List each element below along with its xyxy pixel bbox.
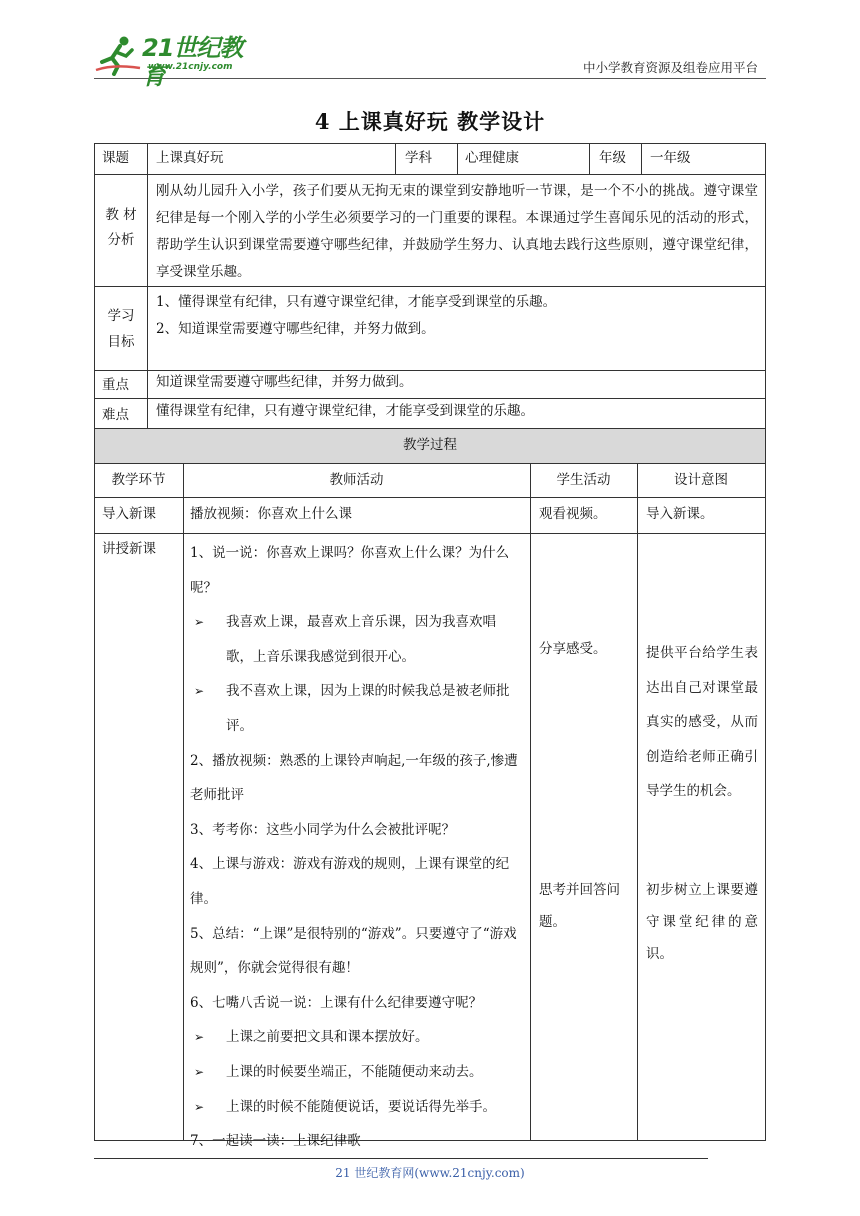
intro-student: 观看视频。	[539, 506, 607, 522]
goals-label-line2: 目标	[107, 334, 135, 350]
teaching-process-table	[94, 428, 766, 1150]
teacher-bullet-item	[190, 1055, 522, 1090]
header-stage: 教学环节	[111, 472, 166, 488]
document-title: 4 上课真好玩 教学设计	[314, 109, 546, 134]
topic-value: 上课真好玩	[156, 150, 224, 166]
teach-student-1: 分享感受。	[539, 641, 607, 657]
lesson-info-table	[94, 143, 766, 428]
grade-label: 年级	[599, 150, 626, 166]
page-header	[94, 30, 766, 90]
subject-label: 学科	[405, 150, 432, 166]
analysis-label	[98, 203, 144, 253]
teacher-step: 5、总结：“上课”是很特别的“游戏”。只要遵守了“游戏规则”，你就会觉得很有趣！	[190, 925, 517, 977]
teach-student-2: 思考并回答问题。	[539, 882, 620, 930]
analysis-label-line2: 分析	[107, 232, 135, 248]
teacher-step: 6、七嘴八舌说一说：上课有什么纪律要遵守呢？	[190, 994, 483, 1011]
intro-stage: 导入新课	[102, 506, 156, 522]
logo-url: www.21cnjy.com	[148, 62, 233, 72]
topic-label: 课题	[102, 150, 129, 166]
teacher-step: 1、说一说：你喜欢上课吗？你喜欢上什么课？为什么呢？	[190, 545, 510, 596]
teach-intent-1: 提供平台给学生表达出自己对课堂最真实的感受，从而创造给老师正确引导学生的机会。	[646, 645, 758, 800]
arrow-bullet-icon: ➢	[194, 1064, 205, 1079]
arrow-bullet-icon: ➢	[194, 1030, 205, 1045]
runner-logo-icon	[94, 34, 142, 76]
teacher-bullet-text: 我喜欢上课，最喜欢上音乐课，因为我喜欢唱歌，上音乐课我感觉到很开心。	[226, 614, 496, 665]
teacher-step: 2、播放视频：熟悉的上课铃声响起,一年级的孩子,惨遭老师批评	[190, 752, 518, 804]
header-intent: 设计意图	[674, 472, 728, 488]
site-logo	[94, 34, 264, 90]
key-point-label: 重点	[102, 377, 129, 393]
teacher-bullet-text: 上课的时候要坐端正，不能随便动来动去。	[226, 1063, 483, 1080]
logo-text: 21世纪教育	[142, 34, 243, 90]
goal-item: 1、懂得课堂有纪律，只有遵守课堂纪律，才能享受到课堂的乐趣。	[156, 294, 557, 310]
goals-label	[98, 303, 144, 355]
teacher-bullet-text: 上课之前要把文具和课本摆放好。	[226, 1029, 429, 1046]
platform-name: 中小学教育资源及组卷应用平台	[582, 60, 758, 75]
intro-intent: 导入新课。	[646, 506, 714, 522]
teacher-bullet-text: 上课的时候不能随便说话，要说话得先举手。	[226, 1098, 496, 1115]
teacher-step: 4、上课与游戏：游戏有游戏的规则，上课有课堂的纪律。	[190, 856, 510, 907]
difficulty-label: 难点	[102, 407, 129, 423]
teach-teacher-activities	[190, 536, 522, 1159]
teacher-bullet-item	[190, 674, 522, 743]
goals-label-line1: 学习	[107, 308, 135, 324]
subject-value: 心理健康	[465, 150, 519, 166]
teacher-bullet-item	[190, 1090, 522, 1125]
teacher-bullet-text: 我不喜欢上课，因为上课的时候我总是被老师批评。	[226, 683, 510, 734]
difficulty-text: 懂得课堂有纪律，只有遵守课堂纪律，才能享受到课堂的乐趣。	[156, 403, 534, 419]
goals-list	[156, 289, 758, 343]
footer-divider	[94, 1158, 708, 1159]
arrow-bullet-icon: ➢	[194, 1099, 205, 1114]
analysis-text: 刚从幼儿园升入小学，孩子们要从无拘无束的课堂到安静地听一节课，是一个不小的挑战。遵守课堂纪律是每一个刚入学的小学生必须要学习的一门重要的课程。本课通过学生喜闻乐见的活动的形式，帮助学生认识到课堂需要遵守哪些纪律，并鼓励学生努力、认真地去践行这些原则，遵守课堂纪律，享受课堂乐趣。	[156, 183, 758, 280]
teacher-bullet-item	[190, 1020, 522, 1055]
process-title: 教学过程	[403, 437, 457, 453]
grade-value: 一年级	[650, 150, 691, 166]
footer-text: 21 世纪教育网(www.21cnjy.com)	[335, 1166, 525, 1180]
teach-intent-2: 初步树立上课要遵守课堂纪律的意识。	[646, 882, 758, 962]
header-teacher: 教师活动	[329, 472, 384, 488]
analysis-label-line1: 教 材	[105, 207, 137, 223]
teacher-step: 7、一起读一读：上课纪律歌	[190, 1133, 361, 1150]
key-point-text: 知道课堂需要遵守哪些纪律，并努力做到。	[156, 374, 413, 390]
arrow-bullet-icon: ➢	[194, 615, 205, 630]
teacher-step: 3、考考你：这些小同学为什么会被批评呢？	[190, 821, 456, 838]
intro-teacher: 播放视频：你喜欢上什么课	[190, 506, 352, 522]
arrow-bullet-icon: ➢	[194, 684, 205, 699]
header-student: 学生活动	[556, 472, 611, 488]
goal-item: 2、知道课堂需要遵守哪些纪律，并努力做到。	[156, 321, 435, 337]
teach-stage: 讲授新课	[102, 541, 156, 557]
teacher-bullet-item	[190, 605, 522, 674]
